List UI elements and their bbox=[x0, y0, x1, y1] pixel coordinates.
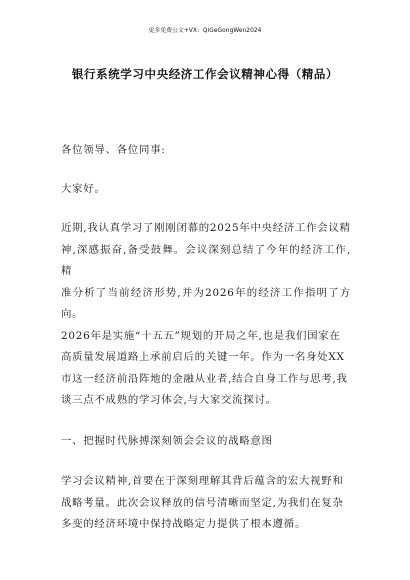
document-title: 银行系统学习中央经济工作会议精神心得（精品） bbox=[71, 67, 339, 81]
paragraph-line: 战略考量。此次会议释放的信号清晰而坚定,为我们在复杂 bbox=[61, 496, 344, 509]
paragraph-line: 学习会议精神,首要在于深刻理解其背后蕴含的宏大视野和 bbox=[61, 475, 344, 487]
paragraph-intro bbox=[61, 218, 351, 412]
document-body bbox=[61, 140, 351, 536]
paragraph-section-1 bbox=[61, 471, 351, 536]
paragraph-line: 近期,我认真学习了刚刚闭幕的2025年中央经济工作会议精 bbox=[61, 222, 351, 234]
paragraph-line: 神,深感振奋,备受鼓舞。会议深刻总结了今年的经济工作,精 bbox=[61, 243, 351, 277]
paragraph-line: 高质量发展道路上承前启后的关键一年。作为一名身处XX bbox=[61, 351, 345, 363]
greeting: 大家好。 bbox=[61, 182, 106, 195]
paragraph-line: 准分析了当前经济形势,并为2026年的经济工作指明了方向。 bbox=[61, 286, 351, 320]
paragraph-line: 市这一经济前沿阵地的金融从业者,结合自身工作与思考,我 bbox=[61, 372, 348, 385]
salutation: 各位领导、各位同事: bbox=[61, 144, 166, 156]
header-note: 更多免费公文+VX：QiGeGongWen2024 bbox=[148, 28, 262, 34]
section-heading: 一、把握时代脉搏深刻领会会议的战略意图 bbox=[61, 434, 273, 447]
paragraph-line: 多变的经济环境中保持战略定力提供了根本遵循。 bbox=[61, 518, 307, 530]
paragraph-line: 谈三点不成熟的学习体会,与大家交流探讨。 bbox=[61, 394, 277, 406]
paragraph-line: 2026年是实施“十五五”规划的开局之年,也是我们国家在 bbox=[61, 329, 341, 342]
